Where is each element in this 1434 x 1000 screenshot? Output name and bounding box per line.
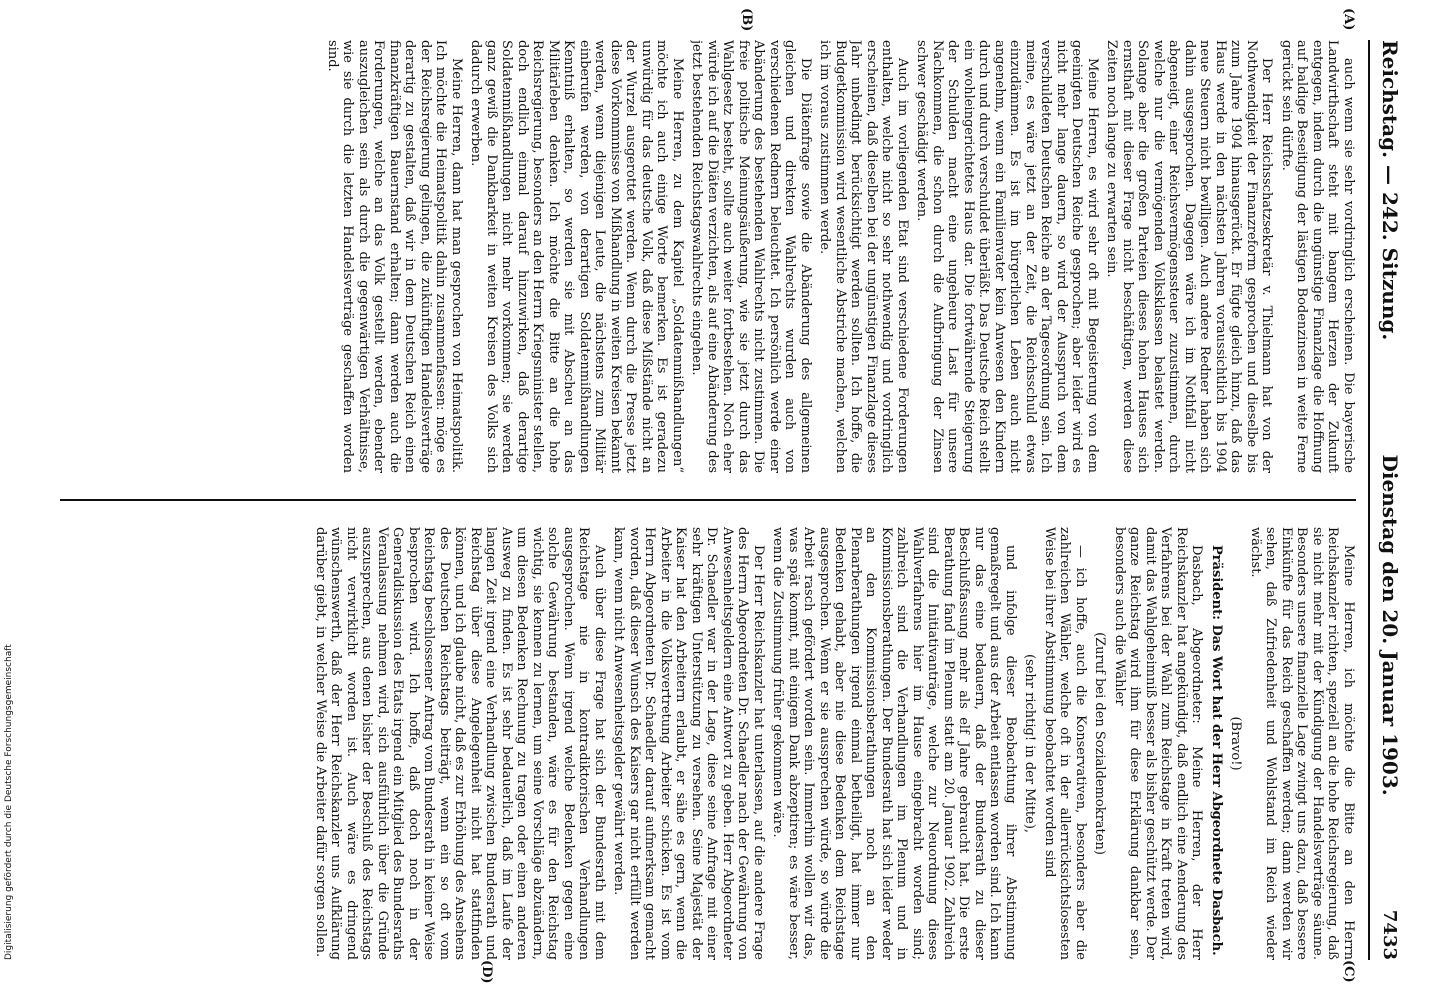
interjection: (Zuruf bei den Sozialdemokraten) [1092,632,1108,855]
text-columns [60,40,1356,960]
paragraph: Meine Herren, zu dem Kapitel „Soldatenmißhandlungen“ möchte ich auch einige Worte bemerken. Es ist geradezu unwürdig für das deutsche Volk, daß diese Mißstände nicht an der Wurzel ausgerottet werden. Wenn durch die Presse jetzt diese Vorkommnisse von Mißhandlung in weiten Kreisen bekannt werden, wenn diejenigen Leute, die nächstens zum Militär einberufen werden, von derartigen Soldatenmißhandlungen Kenntniß erhalten, so werden sie mit Abscheu an das Militärleben denken. Ich möchte die Bitte an die hohe Reichsregierung, besonders an den Herrn Kriegsminister stellen, doch endlich einmal darauf hinzuwirken, daß derartige Soldatenmißhandlungen nicht mehr vorkommen; sie werden ganz gewiß die Dankbarkeit in weiten Kreisen des Volks sich dadurch erwerben. [468,40,685,473]
margin-mark-d: (D) [479,960,494,984]
paragraph: Auch im vorliegenden Etat sind verschiedene Forderungen enthalten, welche nicht so sehr nothwendig und vordringlich erscheinen, daß dieselben bei der ungünstigen Finanzlage dieses Jahr unbedingt berücksichtigt werden sollten. Ich hoffe, die Budgetkommission wird wesentliche Abstriche machen, welchen ich im voraus zustimmen werde. [817,40,910,473]
header-right: Dienstag den 20. Januar 1903. [1378,454,1402,796]
margin-mark-c: (C) [1341,960,1356,983]
paragraph: Der Herr Reichsschatzsekretär v. Thielmann hat von der Nothwendigkeit der Finanzreform gesprochen und dieselbe bis zum Jahre 1904 hinausgerückt. Er fügte gleich hinzu, daß das Haus werde in den nächsten Jahren voraussichtlich bis 1904 neue Steuern nicht bewilligen. Auch andere Redner haben sich dahin ausgesprochen. Dagegen wäre ich im Nothfall nicht abgeneigt, einer Reichsvermögenssteuer zuzustimmen, durch welche nur die vermögenden Volksklassen belastet werden. Solange aber die großen Parteien dieses hohen Hauses sich ernsthaft mit dieser Frage nicht beschäftigen, werden diese Zeiten noch lange zu erwarten sein. [1104,40,1275,473]
page-number: 7433 [1379,909,1401,960]
speaker-line: Präsident: Das Wort hat der Herr Abgeordnete Dasbach. [1209,545,1224,956]
interjection: (Bravo!) [1228,716,1244,771]
credit-text: Digitalisierung gefördert durch die Deutsche Forschungsgemeinschaft [4,644,14,960]
margin-mark-b: (B) [739,8,754,32]
footer-credit [4,0,18,1000]
paragraph: und infolge dieser Beobachtung ihrer Abstimmung gemaßregelt und aus der Arbeit entlassen worden sind. Ich kann nur das eine bedauern, daß der Bundesrath zu dieser Beschlußfassung mehr als elf Jahre gebraucht hat. Die erste Berathung fand im Plenum statt am 20. Januar 1902. Zahlreich sind die Initiativanträge, welche zur Neuordnung dieses Wahlverfahrens hier im Hause eingebracht worden sind; zahlreich sind die Verhandlungen im Plenum und in Kommissionsberathungen. Der Bundesrath hat sich leider weder an den Kommissionsberathungen noch an den Plenarberathungen irgend einmal betheiligt, hat immer nur Bedenken gehabt, aber nie diese Bedenken dem Reichstage ausgesprochen. Wenn er sie aussprechen würde, so würde die Arbeit rasch gefördert worden sein. Immerhin wollen wir das, was spät kommt, mit einigem Dank abzeptiren; es wäre besser, wenn die Zustimmung früher gekommen wäre. [770,527,1018,960]
paragraph: auch wenn sie sehr vordringlich erscheinen. Die bayerische Landwirthschaft steht mit bangem Herzen der Zukunft entgegen, indem durch die ungünstige Finanzlage die Hoffnung auf baldige Beseitigung der lästigen Bodenzinsen in weite Ferne gerückt sein dürfte. [1279,40,1356,473]
paragraph: Dasbach, Abgeordneter: Meine Herren, der Herr Reichskanzler hat angekündigt, daß endlich eine Aenderung des Verfahrens bei der Wahl zum Reichstage in Kraft treten wird, damit das Wahlgeheimniß besser als bisher geschützt werde. Der ganze Reichstag wird ihm für diese Erklärung dankbar sein, besonders auch die Wähler [1112,527,1205,960]
paragraph: Auch über diese Frage hat sich der Bundesrath mit dem Reichstage nie in kontradiktorischen Verhandlungen ausgesprochen. Wenn irgend welche Bedenken gegen eine solche Gewährung bestanden, wäre es für den Reichstag wichtig, sie kennen zu lernen, um seine Vorschläge abzuändern, um diesen Bedenken Rechnung zu tragen oder einen anderen Ausweg zu finden. Es ist sehr bedauerlich, daß im Laufe der langen Zeit irgend eine Verhandlung zwischen Bundesrath und Reichstag über diese Angelegenheit nicht hat stattfinden können, und ich glaube nicht, daß es zur Erhöhung des Ansehens des Deutschen Reichstags beiträgt, wenn ein so oft vom Reichstag beschlossener Antrag vom Bundesrath in keiner Weise besprochen wird. Ich hoffe, daß doch noch in der Generaldiskussion des Etats irgend ein Mitglied des Bundesraths Veranlassung nehmen wird, sich ausführlich über die Gründe auszusprechen, aus denen bisher der Beschluß des Reichstags nicht verwirklicht worden ist. Auch wäre es dringend wünschenswerth, daß der Herr Reichskanzler uns Aufklärung darüber giebt, in welcher Weise die Arbeiter dafür sorgen sollen. [313,527,607,960]
right-column [60,527,1356,960]
paragraph: — ich hoffe, auch die Konservativen, besonders aber die zahlreichen Wähler, welche oft in der allerrücksichtslosesten Weise bei ihrer Abstimmung beobachtet worden sind [1042,527,1088,960]
left-column [60,40,1356,473]
paragraph: Meine Herren, es wird sehr oft mit Begeisterung von dem geeinigten Deutschen Reiche gesprochen; aber leider wird es nicht mehr lange dauern, so wird der Ausspruch von dem verschuldeten Deutschen Reiche an der Tagesordnung sein. Ich meine, es wäre jetzt an der Zeit, die Reichsschuld etwas einzudämmen. Es ist im bürgerlichen Leben auch nicht angenehm, wenn ein Familienvater kein Anwesen den Kindern durch und durch verschuldet überläßt. Das Deutsche Reich stellt ein wohleingerichtetes Haus dar. Die fortwährende Steigerung der Schulden macht eine ungeheure Last für unsere Nachkommen, die schon durch die Aufbringung der Zinsen schwer geschädigt werden. [914,40,1100,473]
paragraph: Meine Herren, ich möchte die Bitte an den Herrn Reichskanzler richten, speziell an die hohe Reichsregierung, daß sie nicht mehr mit der Kündigung der Handelsverträge säume. Besonders unsere finanzielle Lage zwingt uns dazu, daß bessere Einkünfte für das Reich geschaffen werden; dann werden wir sehen, daß Zufriedenheit und Wohlstand im Reich wieder wächst. [1248,527,1356,960]
column-divider [60,499,1356,501]
paragraph: Der Herr Reichskanzler hat unterlassen, auf die andere Frage des Herrn Abgeordneten Dr. Schaedler nach der Gewährung von Anwesenheitsgeldern eine Antwort zu geben. Herr Abgeordneter Dr. Schaedler war in der Lage, diese seine Anfrage mit einer sehr kräftigen Unterstützung zu versehen. Seine Majestät der Kaiser hat den Arbeitern erlaubt, er sähe es gern, wenn die Arbeiter in die Volksvertretung Arbeiter schicken. Es ist vom Herrn Abgeordneten Dr. Schaedler darauf aufmerksam gemacht worden, daß dieser Wunsch des Kaisers gar nicht erfüllt werden kann, wenn nicht Anwesenheitsgelder gewährt werden. [611,527,766,960]
header-left: Reichstag. — 242. Sitzung. [1378,40,1402,341]
page-header [1368,40,1410,960]
margin-mark-a: (A) [1341,8,1356,31]
paragraph: Die Diätenfrage sowie die Abänderung des allgemeinen gleichen und direkten Wahlrechts wurden auch von verschiedenen Rednern beleuchtet. Ich persönlich werde einer Abänderung des bestehenden Wahlrechts nicht zustimmen. Die freie politische Meinungsäußerung, wie sie jetzt durch das Wahlgesetz besteht, sollte auch weiter fortbestehen. Noch eher würde ich auf die Diäten verzichten, als auf eine Abänderung des jetzt bestehenden Reichstagswahlrechts eingehen. [689,40,813,473]
interjection: (sehr richtig! in der Mitte), [1022,653,1038,834]
paragraph: Meine Herren, dann hat man gesprochen von Heimatspolitik. Ich möchte die Heimatspolitik dahin zusammenfassen: möge es der Reichsregierung gelingen, die zukünftigen Handelsverträge derartig zu gestalten, daß wir in dem Deutschen Reich einen finanzkräftigen Bauernstand erhalten; dann werden auch die Forderungen, welche an das Volk gestellt werden, ebender auszugleichen sein als durch die gegenwärtigen Verhältnisse, wie sie durch die letzten Handelsverträge geschaffen worden sind. [325,40,464,473]
